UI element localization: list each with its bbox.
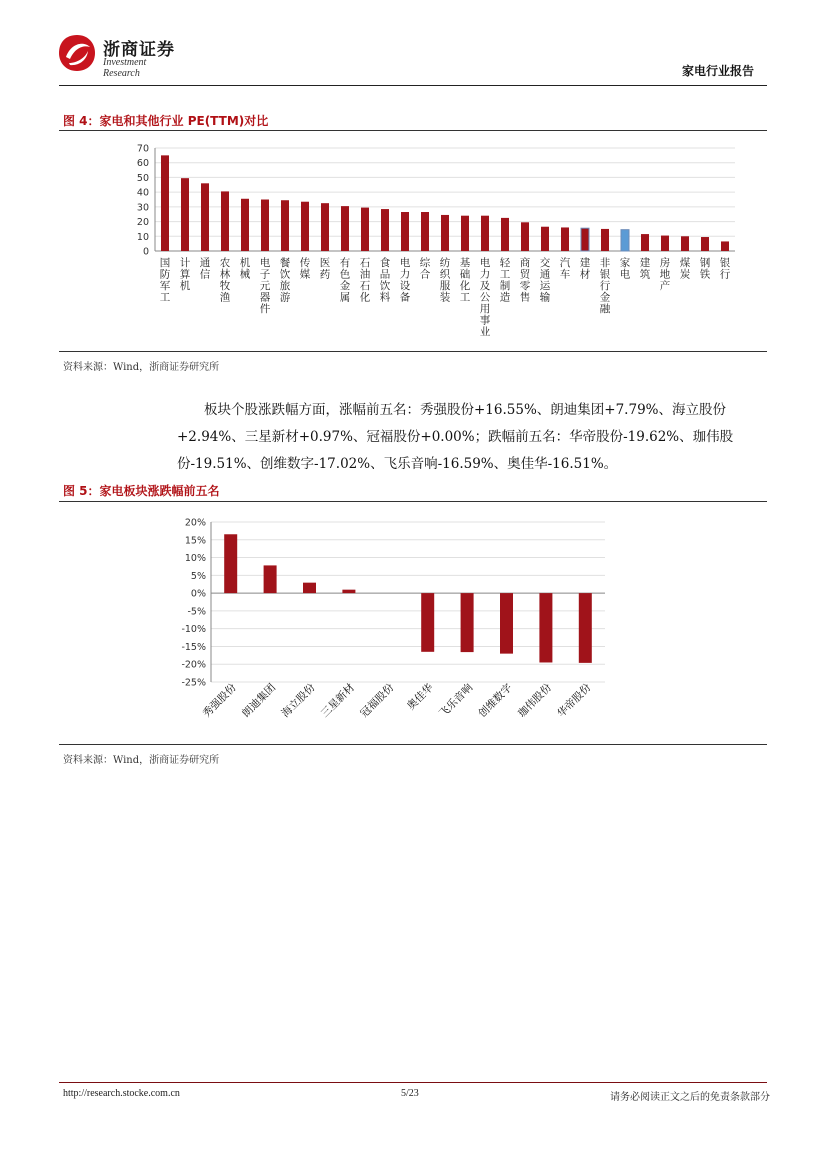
bar-电子元器件 [261,200,269,252]
x-category-label: 电子元器件 [259,257,271,315]
x-category-label: 餐饮旅游 [279,257,291,304]
bar-奥佳华 [421,593,434,652]
bar-交通运输 [541,227,549,251]
y-tick-label: 0 [142,246,149,258]
report-category: 家电行业报告 [681,64,754,78]
x-category-label: 珈伟股份 [515,681,555,720]
bar-银行 [721,241,729,251]
x-category-label: 钢铁 [699,257,711,281]
x-category-label: 家电 [619,257,631,281]
y-tick-label: 50 [136,172,149,184]
x-category-label: 朗迪集团 [240,681,279,720]
bar-纺织服装 [441,215,449,251]
bar-家电 [621,230,629,251]
x-category-label: 汽车 [559,257,571,281]
bar-餐饮旅游 [281,200,289,251]
x-category-label: 非银行金融 [599,257,611,315]
y-tick-label: 15% [184,535,206,547]
bar-建材 [581,228,589,251]
y-tick-label: 30 [136,202,149,214]
bar-国防军工 [161,155,169,251]
bar-电力设备 [401,212,409,251]
bar-飞乐音响 [461,593,474,652]
bar-三星新材 [342,590,355,593]
x-category-label: 基础化工 [459,257,471,304]
x-category-label: 奥佳华 [405,681,436,713]
x-category-label: 秀强股份 [200,681,239,720]
x-category-label: 有色金属 [339,257,351,304]
figure5-chart [59,502,767,744]
bar-房地产 [661,236,669,251]
bar-商贸零售 [521,222,529,251]
x-category-label: 商贸零售 [519,257,531,304]
y-tick-label: 5% [190,570,206,582]
x-category-label: 轻工制造 [499,257,511,304]
bar-机械 [241,199,249,251]
x-category-label: 综合 [419,257,431,281]
x-category-label: 传媒 [299,257,311,281]
x-category-label: 电力及公用事业 [479,257,491,338]
bar-创维数字 [500,593,513,654]
figure4-title: 图 4：家电和其他行业 PE(TTM)对比 [63,114,269,128]
footer-url[interactable]: http://research.stocke.com.cn [63,1088,180,1099]
bar-轻工制造 [501,218,509,251]
bar-通信 [201,183,209,251]
y-tick-label: -15% [181,641,206,653]
bar-华帝股份 [579,593,592,663]
x-category-label: 纺织服装 [439,257,451,304]
body-paragraph-text: 板块个股涨跌幅方面，涨幅前五名：秀强股份+16.55%、朗迪集团+7.79%、海立股份+2.94%、三星新材+0.97%、冠福股份+0.00%；跌幅前五名：华帝股份-19.62%、珈伟股份-19.51%、创维数字-17.02%、飞乐音响-16.59%、奥佳华-16.51%。 [177,402,734,472]
y-tick-label: 10 [136,231,149,243]
x-category-label: 煤炭 [679,257,691,281]
x-category-label: 交通运输 [539,257,551,304]
bar-汽车 [561,227,569,251]
figure5-bottom-rule [59,744,767,745]
x-category-label: 电力设备 [399,257,411,304]
x-category-label: 三星新材 [318,681,358,720]
x-category-label: 房地产 [659,257,671,292]
disclaimer-note: 请务必阅读正文之后的免责条款部分 [610,1092,770,1103]
y-tick-label: 60 [136,158,149,170]
brand-logo [57,33,177,79]
bar-非银行金融 [601,229,609,251]
y-tick-label: 20% [184,517,206,529]
brand-emblem-icon [57,33,97,73]
bar-基础化工 [461,216,469,251]
bar-朗迪集团 [264,565,277,593]
y-tick-label: 40 [136,187,149,199]
body-paragraph [177,397,767,478]
figure5-title: 图 5：家电板块涨跌幅前五名 [63,484,220,498]
x-category-label: 食品饮料 [379,257,391,304]
bar-食品饮料 [381,209,389,251]
y-tick-label: -10% [181,624,206,636]
bar-煤炭 [681,236,689,251]
bar-钢铁 [701,237,709,251]
x-category-label: 创维数字 [476,681,515,720]
y-tick-label: 0% [190,588,206,600]
x-category-label: 建材 [579,257,591,281]
x-category-label: 医药 [319,257,331,281]
x-category-label: 银行 [719,257,731,281]
y-tick-label: 70 [136,143,149,155]
bar-珈伟股份 [539,593,552,662]
bar-农林牧渔 [221,191,229,251]
y-tick-label: -25% [181,677,206,689]
x-category-label: 海立股份 [279,681,318,720]
x-category-label: 农林牧渔 [219,257,231,304]
x-category-label: 石油石化 [359,257,371,304]
header-divider [59,85,767,86]
bar-电力及公用事业 [481,216,489,251]
x-category-label: 机械 [239,257,251,281]
figure5-source: 资料来源：Wind，浙商证券研究所 [63,755,220,766]
y-tick-label: 20 [136,217,149,229]
bar-综合 [421,212,429,251]
y-tick-label: -20% [181,659,206,671]
x-category-label: 冠福股份 [358,681,397,720]
bar-秀强股份 [224,534,237,593]
y-tick-label: -5% [187,606,206,618]
bar-计算机 [181,178,189,251]
y-tick-label: 10% [184,553,206,565]
x-category-label: 建筑 [639,257,651,281]
x-category-label: 华帝股份 [555,681,594,720]
x-category-label: 国防军工 [159,257,171,304]
page-number: 5/23 [401,1088,419,1099]
bar-海立股份 [303,583,316,593]
figure4-chart [59,131,767,351]
x-category-label: 计算机 [179,257,191,292]
bar-建筑 [641,234,649,251]
bar-医药 [321,203,329,251]
bar-有色金属 [341,206,349,251]
x-category-label: 通信 [199,257,211,281]
figure4-source: 资料来源：Wind，浙商证券研究所 [63,362,220,373]
bar-石油石化 [361,208,369,251]
footer-divider [59,1082,767,1083]
x-category-label: 飞乐音响 [437,681,476,720]
brand-name-en: Investment Research [103,57,147,79]
bar-传媒 [301,202,309,251]
figure4-bottom-rule [59,351,767,352]
brand-name-cn: 浙商证券 [103,40,175,60]
